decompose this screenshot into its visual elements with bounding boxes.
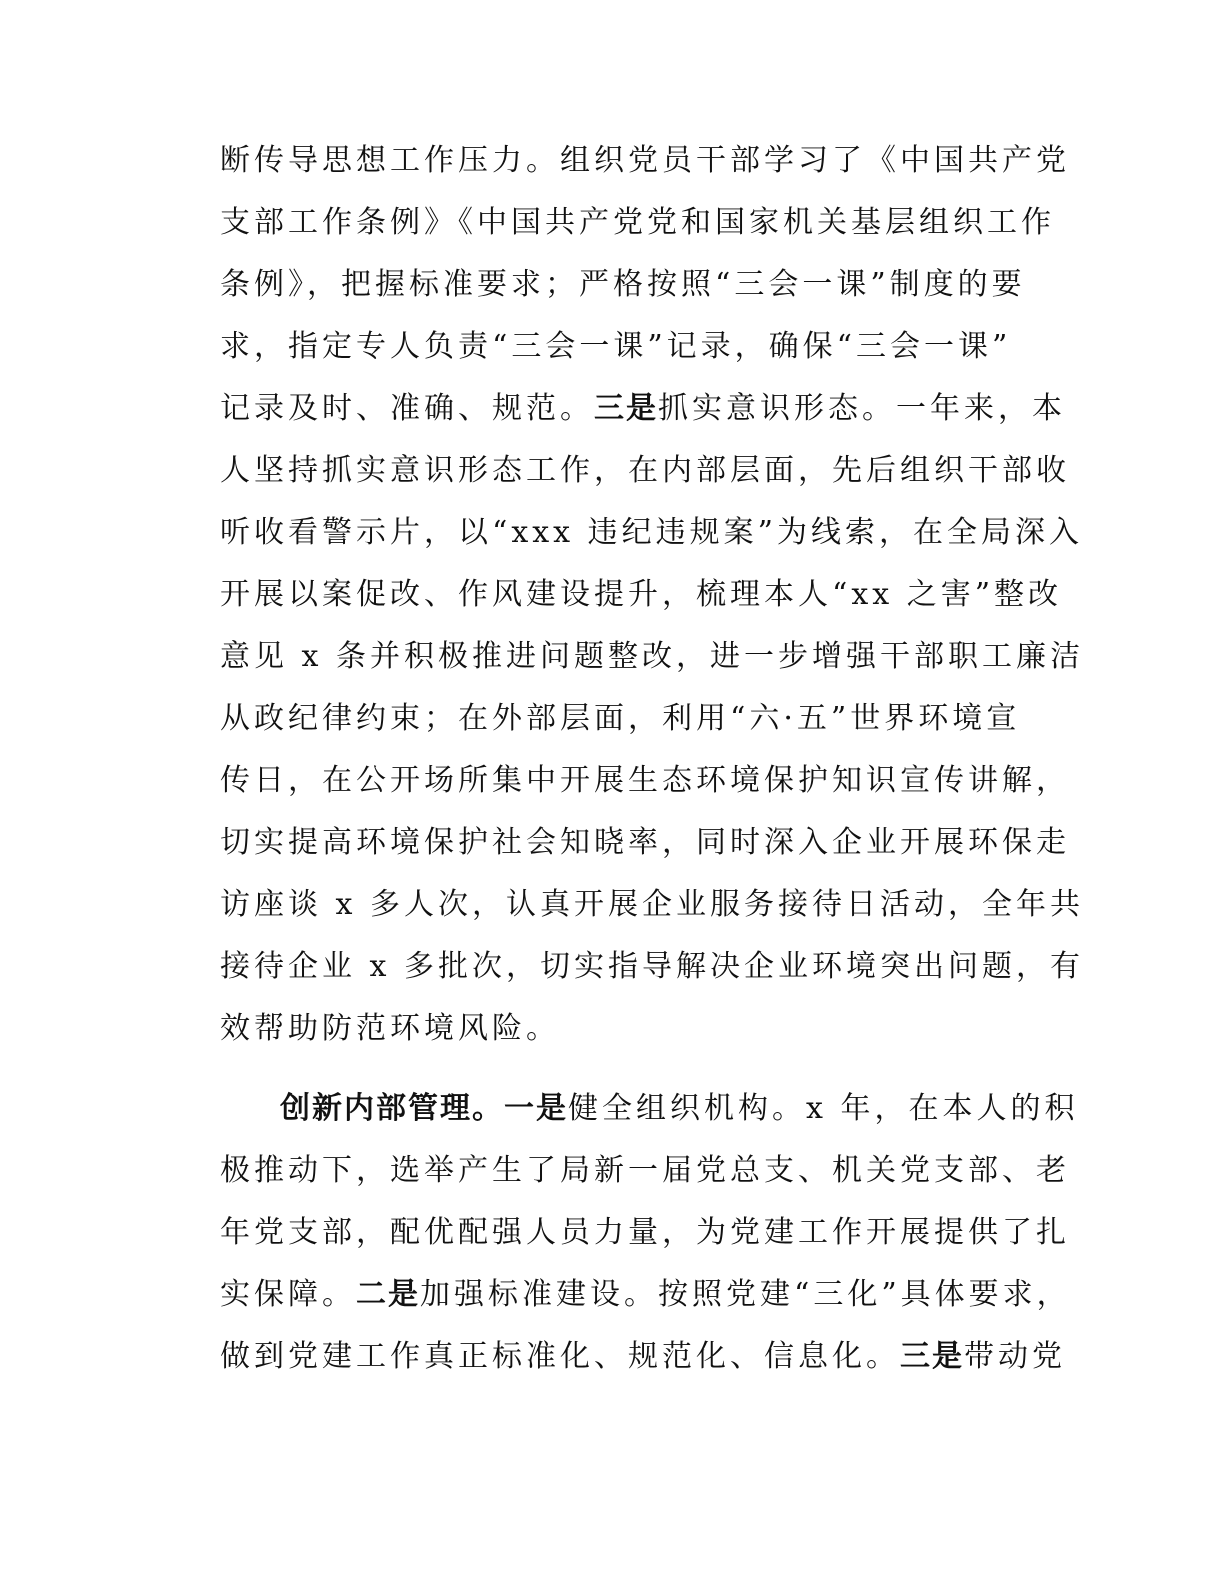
text-line (220, 1140, 1070, 1202)
text-line (220, 1078, 1079, 1140)
text-run: 求，指定专人负责“三会一课”记录，确保“三会一课” (220, 329, 1012, 364)
text-run: 开展以案促改、作风建设提升，梳理本人“xx 之害”整改 (220, 577, 1063, 612)
text-line (220, 998, 1035, 1060)
text-run: 健全组织机构。x 年，在本人的积 (568, 1091, 1079, 1126)
text-run: 接待企业 x 多批次，切实指导解决企业环境突出问题，有 (220, 949, 1084, 984)
text-run: 访座谈 x 多人次，认真开展企业服务接待日活动，全年共 (220, 887, 1084, 922)
text-line (220, 378, 1066, 440)
text-run: 意见 x 条并积极推进问题整改，进一步增强干部职工廉洁 (220, 639, 1084, 674)
text-line (220, 874, 1084, 936)
text-line (220, 316, 1035, 378)
text-run: 人坚持抓实意识形态工作，在内部层面，先后组织干部收 (220, 453, 1070, 488)
text-run: 听收看警示片，以“xxx 违纪违规案”为线索，在全局深入 (220, 515, 1083, 550)
text-run: 支部工作条例》《中国共产党党和国家机关基层组织工作 (220, 205, 1055, 240)
text-run: 年党支部，配优配强人员力量，为党建工作开展提供了扎 (220, 1215, 1070, 1250)
bold-heading: 创新内部管理。一是 (280, 1091, 568, 1126)
text-run: 从政纪律约束；在外部层面，利用“六·五”世界环境宣 (220, 701, 1021, 736)
text-line (220, 1264, 1071, 1326)
text-run: 效帮助防范环境风险。 (220, 1011, 560, 1046)
text-run: 加强标准建设。按照党建“三化”具体要求， (420, 1277, 1071, 1312)
text-line (220, 1202, 1070, 1264)
text-line (220, 936, 1084, 998)
paragraph-1 (220, 130, 1084, 1060)
text-line (220, 192, 1055, 254)
text-line (220, 626, 1084, 688)
text-line (220, 564, 1063, 626)
text-line (220, 130, 1070, 192)
text-line (220, 750, 1070, 812)
text-line (220, 688, 1035, 750)
text-run: 记录及时、准确、规范。 (220, 391, 594, 426)
text-run: 带动党 (964, 1339, 1066, 1374)
text-run: 极推动下，选举产生了局新一届党总支、机关党支部、老 (220, 1153, 1070, 1188)
text-line (220, 254, 1035, 316)
paragraph-2 (220, 1078, 1079, 1388)
text-run: 抓实意识形态。一年来，本 (658, 391, 1066, 426)
text-run: 切实提高环境保护社会知晓率，同时深入企业开展环保走 (220, 825, 1070, 860)
text-line (220, 502, 1083, 564)
text-line (220, 812, 1070, 874)
text-run: 传日，在公开场所集中开展生态环境保护知识宣传讲解， (220, 763, 1070, 798)
bold-keyword: 三是 (594, 391, 658, 426)
text-run: 做到党建工作真正标准化、规范化、信息化。 (220, 1339, 900, 1374)
bold-keyword: 二是 (356, 1277, 420, 1312)
text-line (220, 440, 1070, 502)
text-run: 实保障。 (220, 1277, 356, 1312)
text-line (220, 1326, 1066, 1388)
bold-keyword: 三是 (900, 1339, 964, 1374)
text-run: 条例》，把握标准要求；严格按照“三会一课”制度的要 (220, 267, 1026, 302)
text-run: 断传导思想工作压力。组织党员干部学习了《中国共产党 (220, 143, 1070, 178)
